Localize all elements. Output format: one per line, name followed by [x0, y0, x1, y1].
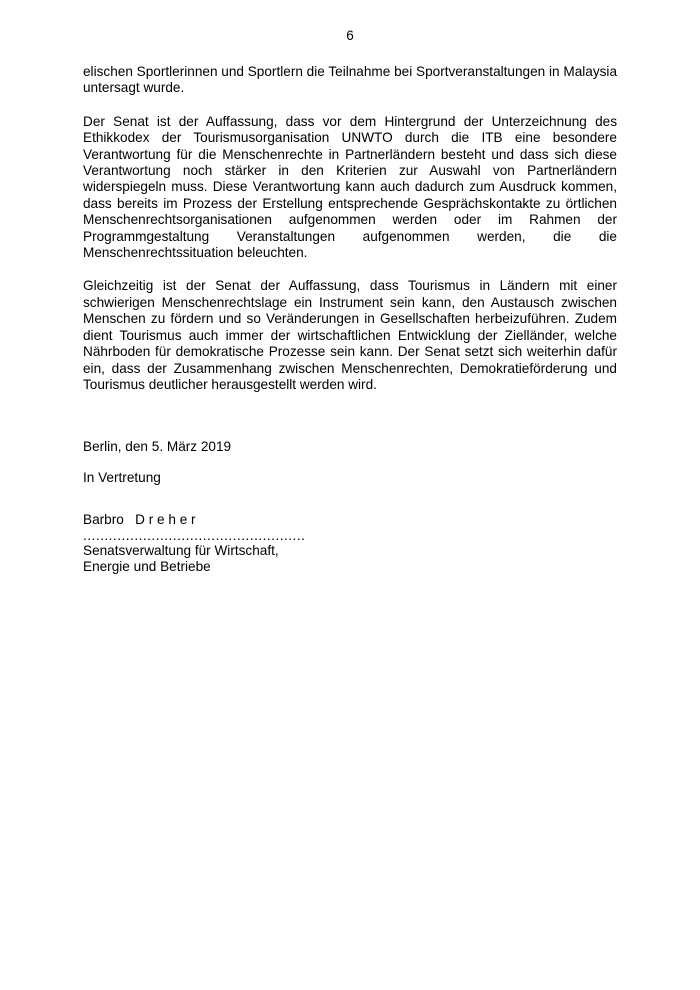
signature-name: Barbro D r e h e r [83, 512, 196, 528]
page-number: 6 [346, 28, 354, 43]
signature-dotted-line: .................................................... [83, 527, 306, 543]
paragraph-senat-auffassung: Der Senat ist der Auffassung, dass vor dem Hintergrund der Unterzeichnung des Ethikkodex der Tourismusorganisation UNWTO durch die ITB eine besondere Verantwortung für die Menschenrechte in Partnerländern besteht und dass sich diese Verantwortung noch stärker in den Kriterien zur Auswahl von Partnerländern widerspiegeln muss. Diese Verantwortung kann auch dadurch zum Ausdruck kommen, dass bereits im Prozess der Erstellung entsprechende Gesprächskontakte zu örtlichen Menschenrechtsorganisationen aufgenommen werden oder im Rahmen der Programmgestaltung Veranstaltungen aufgenommen werden, die die Menschenrechtssituation beleuchten. [83, 113, 617, 261]
closing-line: In Vertretung [83, 469, 161, 485]
signature-block [83, 512, 617, 575]
signature-org-line-2: Energie und Betriebe [83, 558, 211, 574]
date-place-line: Berlin, den 5. März 2019 [83, 439, 232, 455]
document-body [0, 44, 700, 575]
paragraph-continuation: elischen Sportlerinnen und Sportlern die Teilnahme bei Sportveranstaltungen in Malaysia untersagt wurde. [83, 64, 618, 96]
signature-org-line-1: Senatsverwaltung für Wirtschaft, [83, 542, 279, 558]
paragraph-tourismus: Gleichzeitig ist der Senat der Auffassung, dass Tourismus in Ländern mit einer schwierigen Menschenrechtslage ein Instrument sein kann, den Austausch zwischen Menschen zu fördern und so Veränderungen in Gesellschaften herbeizuführen. Zudem dient Tourismus auch immer der wirtschaftlichen Entwicklung der Zielländer, welche Nährboden für demokratische Prozesse sein kann. Der Senat setzt sich weiterhin dafür ein, dass der Zusammenhang zwischen Menschenrechten, Demokratieförderung und Tourismus deutlicher herausgestellt werden wird. [83, 278, 617, 392]
